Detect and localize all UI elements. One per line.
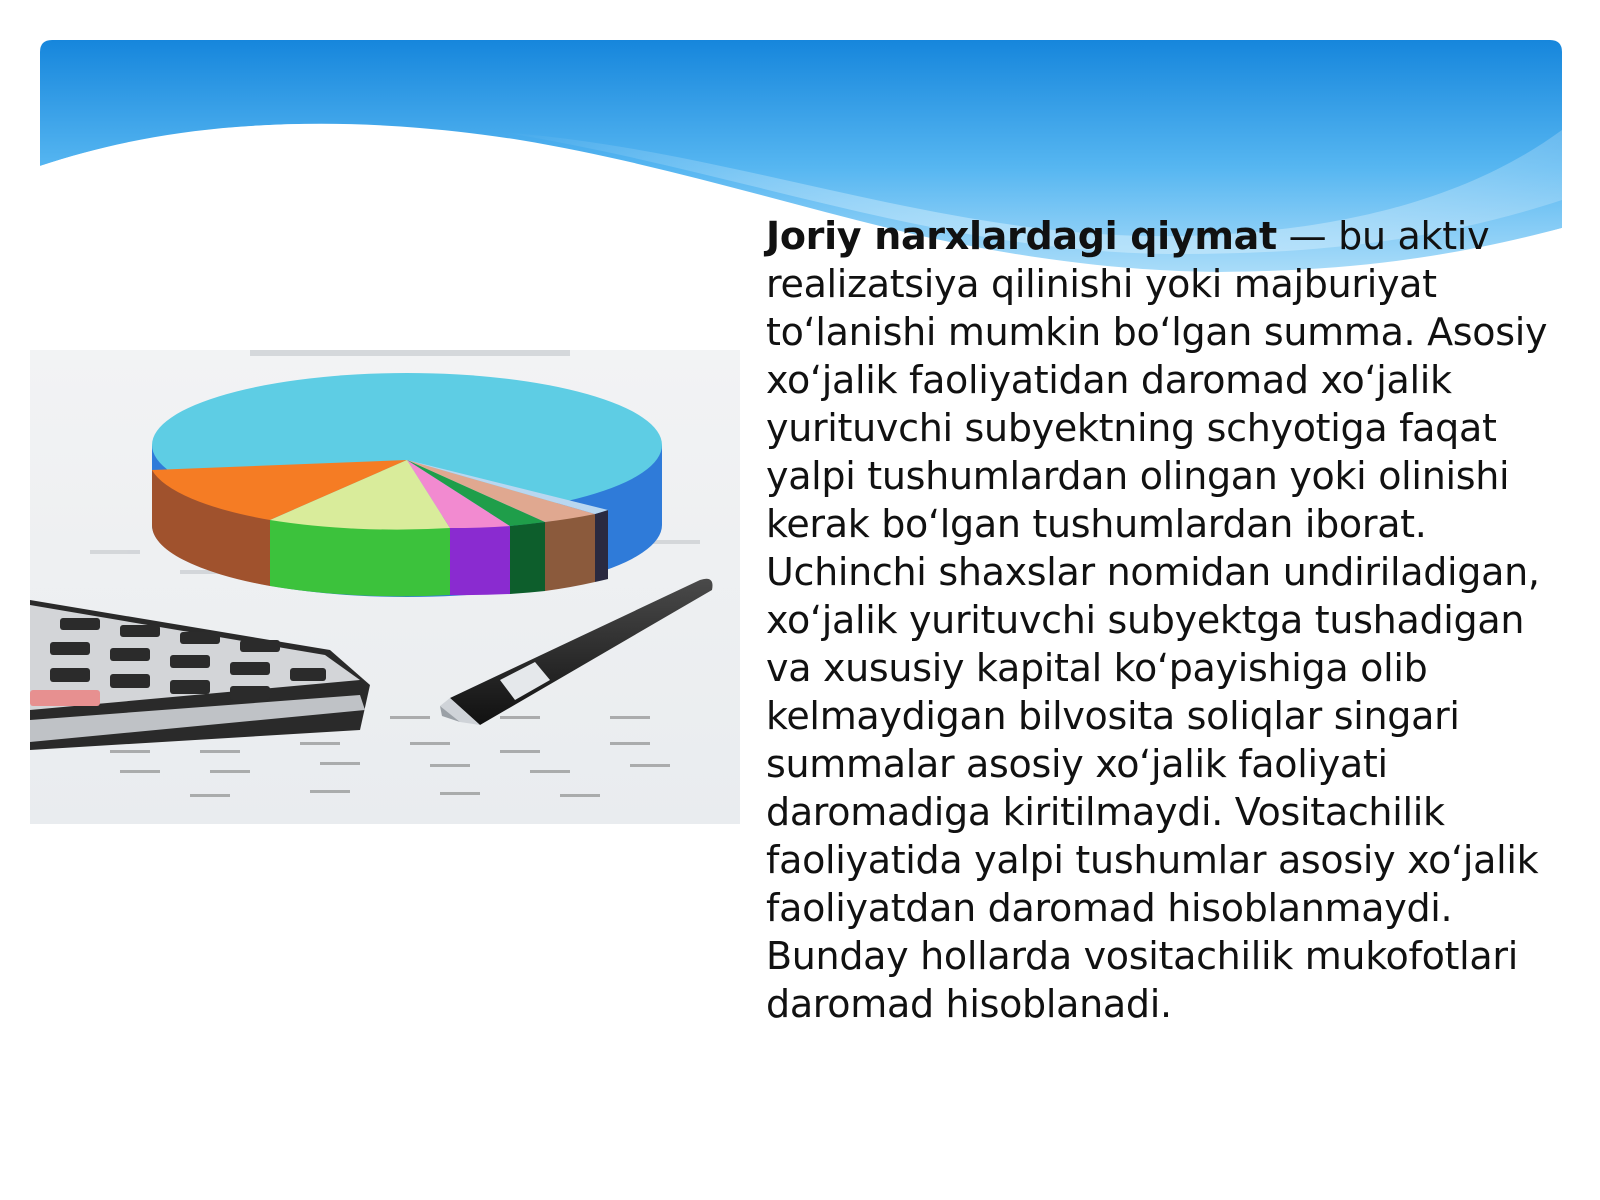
financial-chart-photo [30, 350, 740, 824]
term-heading: Joriy narxlardagi qiymat [766, 214, 1277, 258]
body-paragraph [766, 212, 1566, 1028]
definition-text: — bu aktiv realizatsiya qilinishi yoki majburiyat toʻlanishi mumkin boʻlgan summa. Asosiy xoʻjalik faoliyatidan daromad xoʻjalik yurituvchi subyektning schyotiga faqat yalpi tushumlardan olingan yoki olinishi kerak boʻlgan tushumlardan iborat. Uchinchi shaxslar nomidan undiriladigan, xoʻjalik yurituvchi subyektga tushadigan va xususiy kapital koʻpayishiga olib kelmaydigan bilvosita soliqlar singari summalar asosiy xoʻjalik faoliyati daromadiga kiritilmaydi. Vositachilik faoliyatida yalpi tushumlar asosiy xoʻjalik faoliyatdan daromad hisoblanmaydi. Bunday hollarda vositachilik mukofotlari daromad hisoblanadi. [766, 214, 1548, 1026]
pie-chart-3d [152, 373, 662, 597]
